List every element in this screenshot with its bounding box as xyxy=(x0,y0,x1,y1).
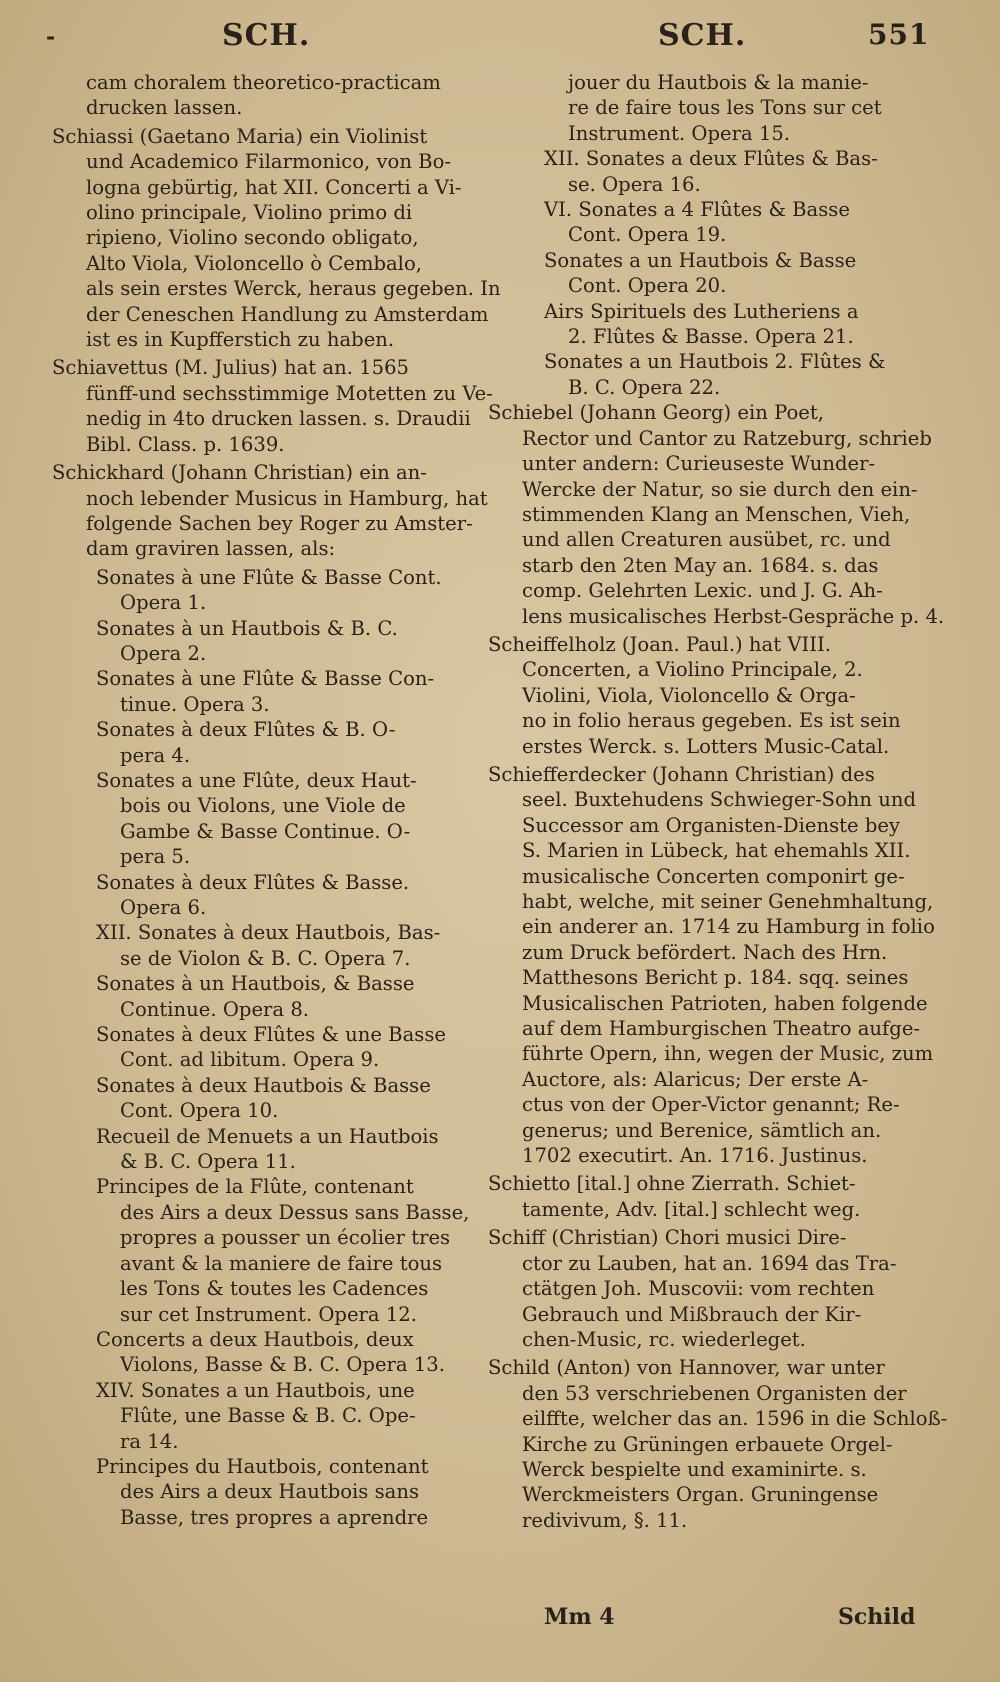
text-line: führte Opern, ihn, wegen der Music, zum xyxy=(522,1042,934,1066)
text-line: Sonates a une Flûte, deux Haut- xyxy=(96,768,417,792)
text-line: olino principale, Violino primo di xyxy=(86,201,413,225)
text-line: pera 4. xyxy=(120,743,191,767)
text-line: propres a pousser un écolier tres xyxy=(120,1226,451,1250)
text-line: stimmenden Klang an Menschen, Vieh, xyxy=(522,502,911,526)
text-line: Sonates a un Hautbois 2. Flûtes & xyxy=(544,350,886,374)
work-listing xyxy=(96,666,460,717)
text-line: Sonates à une Flûte & Basse Cont. xyxy=(96,565,442,589)
work-listing xyxy=(544,299,906,350)
work-listing xyxy=(96,768,460,870)
text-line: Schiassi (Gaetano Maria) ein Violinist xyxy=(52,124,428,148)
text-line: erstes Werck. s. Lotters Music-Catal. xyxy=(522,734,890,758)
text-line: Sonates à un Hautbois & B. C. xyxy=(96,616,398,640)
text-line: sur cet Instrument. Opera 12. xyxy=(120,1302,417,1326)
running-header xyxy=(0,18,1000,58)
dictionary-entry xyxy=(488,1171,906,1222)
text-line: der Ceneschen Handlung zu Amsterdam xyxy=(86,302,489,326)
text-line: unter andern: Curieuseste Wunder- xyxy=(522,452,876,476)
text-line: musicalische Concerten componirt ge- xyxy=(522,864,905,888)
text-line: pera 5. xyxy=(120,845,191,869)
text-line: XIV. Sonates a un Hautbois, une xyxy=(96,1378,415,1402)
text-line: starb den 2ten May an. 1684. s. das xyxy=(522,553,879,577)
right-running-head: SCH. xyxy=(658,18,747,53)
text-line: Cont. Opera 20. xyxy=(568,274,727,298)
text-line: Principes du Hautbois, contenant xyxy=(96,1454,429,1478)
text-line: als sein erstes Werck, heraus gegeben. In xyxy=(86,277,501,301)
work-listing xyxy=(96,1378,460,1454)
work-listing xyxy=(96,971,460,1022)
text-line: dam graviren lassen, als: xyxy=(86,537,336,561)
text-line: folgende Sachen bey Roger zu Amster- xyxy=(86,511,473,535)
work-listing xyxy=(96,1073,460,1124)
text-line: Scheiffelholz (Joan. Paul.) hat VIII. xyxy=(488,632,831,656)
text-line: Schiebel (Johann Georg) ein Poet, xyxy=(488,401,824,425)
work-listing xyxy=(544,70,906,146)
text-line: se de Violon & B. C. Opera 7. xyxy=(120,946,411,970)
dictionary-entry xyxy=(52,460,488,562)
text-line: XII. Sonates à deux Hautbois, Bas- xyxy=(96,921,441,945)
text-line: generus; und Berenice, sämtlich an. xyxy=(522,1118,882,1142)
text-line: cam choralem theoretico-practicam xyxy=(86,71,441,94)
text-line: Opera 6. xyxy=(120,896,207,919)
text-line: drucken lassen. xyxy=(86,96,243,120)
work-listing xyxy=(96,1124,460,1175)
text-line: redivivum, §. 11. xyxy=(522,1508,688,1532)
work-listing xyxy=(96,1327,460,1378)
text-line: Airs Spirituels des Lutheriens a xyxy=(544,299,859,323)
text-line: Matthesons Bericht p. 184. sqq. seines xyxy=(522,966,909,990)
text-line: Recueil de Menuets a un Hautbois xyxy=(96,1124,439,1148)
right-column xyxy=(488,70,948,1536)
text-line: Sonates à un Hautbois, & Basse xyxy=(96,972,415,996)
dictionary-entry xyxy=(488,1225,906,1352)
text-line: ctätgen Joh. Muscovii: vom rechten xyxy=(522,1277,875,1301)
text-line: Bibl. Class. p. 1639. xyxy=(86,432,285,456)
text-line: Flûte, une Basse & B. C. Ope- xyxy=(120,1404,416,1428)
text-line: Schietto [ital.] ohne Zierrath. Schiet- xyxy=(488,1172,856,1196)
text-line: Gambe & Basse Continue. O- xyxy=(120,819,411,843)
text-line: des Airs a deux Dessus sans Basse, xyxy=(120,1200,470,1224)
text-line: ist es in Kupfferstich zu haben. xyxy=(86,328,395,352)
work-listing xyxy=(544,349,906,400)
dictionary-entry xyxy=(488,632,906,759)
dictionary-entry xyxy=(488,1355,948,1533)
work-listing xyxy=(96,717,460,768)
text-line: ripieno, Violino secondo obligato, xyxy=(86,226,419,250)
text-line: Cont. Opera 10. xyxy=(120,1099,279,1123)
text-line: Opera 2. xyxy=(120,641,207,665)
text-line: Instrument. Opera 15. xyxy=(568,121,791,145)
text-line: Wercke der Natur, so sie durch den ein- xyxy=(522,477,918,501)
text-line: jouer du Hautbois & la manie- xyxy=(568,71,869,94)
dictionary-entry xyxy=(52,70,460,121)
page-number: 551 xyxy=(868,18,930,51)
left-column xyxy=(52,70,501,1530)
text-line: VI. Sonates a 4 Flûtes & Basse xyxy=(544,198,850,222)
text-line: Violini, Viola, Violoncello & Orga- xyxy=(522,683,856,707)
text-line: zum Druck befördert. Nach des Hrn. xyxy=(522,940,888,964)
text-line: 2. Flûtes & Basse. Opera 21. xyxy=(568,325,854,349)
work-listing xyxy=(544,146,906,197)
work-listing xyxy=(96,920,460,971)
text-line: comp. Gelehrten Lexic. und J. G. Ah- xyxy=(522,579,883,603)
text-line: ctus von der Oper-Victor genannt; Re- xyxy=(522,1093,900,1117)
text-line: Werckmeisters Organ. Gruningense xyxy=(522,1483,879,1507)
text-line: lens musicalisches Herbst-Gespräche p. 4. xyxy=(522,604,945,628)
left-running-head: SCH. xyxy=(222,18,311,53)
text-line: bois ou Violons, une Viole de xyxy=(120,794,406,818)
dictionary-entry xyxy=(488,400,945,629)
text-line: Sonates à deux Flûtes & B. O- xyxy=(96,718,396,742)
text-line: und allen Creaturen ausübet, rc. und xyxy=(522,528,891,552)
work-listing xyxy=(96,870,460,921)
work-listing xyxy=(96,1022,460,1073)
text-line: fünff-und sechsstimmige Motetten zu Ve- xyxy=(86,381,493,405)
text-line: nedig in 4to drucken lassen. s. Draudii xyxy=(86,407,471,431)
text-line: XII. Sonates a deux Flûtes & Bas- xyxy=(544,147,878,171)
text-line: no in folio heraus gegeben. Es ist sein xyxy=(522,709,901,733)
dictionary-entry xyxy=(52,355,493,457)
text-line: Sonates à deux Flûtes & une Basse xyxy=(96,1023,446,1047)
text-line: Auctore, als: Alaricus; Der erste A- xyxy=(522,1067,869,1091)
text-line: Sonates à une Flûte & Basse Con- xyxy=(96,667,435,691)
text-line: chen-Music, rc. wiederleget. xyxy=(522,1327,806,1351)
header-dash: - xyxy=(46,24,57,50)
text-line: S. Marien in Lübeck, hat ehemahls XII. xyxy=(522,839,911,863)
text-line: Werck bespielte und examinirte. s. xyxy=(522,1457,867,1481)
dictionary-entry xyxy=(488,762,935,1169)
text-line: seel. Buxtehudens Schwieger-Sohn und xyxy=(522,788,917,812)
text-line: Alto Viola, Violoncello ò Cembalo, xyxy=(86,251,422,275)
text-line: Concerts a deux Hautbois, deux xyxy=(96,1327,414,1351)
text-line: se. Opera 16. xyxy=(568,172,701,196)
text-line: re de faire tous les Tons sur cet xyxy=(568,96,882,120)
work-listing xyxy=(96,1174,470,1326)
text-line: den 53 verschriebenen Organisten der xyxy=(522,1381,907,1405)
text-line: habt, welche, mit seiner Genehmhaltung, xyxy=(522,890,934,913)
text-line: Schild (Anton) von Hannover, war unter xyxy=(488,1356,885,1380)
text-line: Rector und Cantor zu Ratzeburg, schrieb xyxy=(522,426,932,450)
text-line: Successor am Organisten-Dienste bey xyxy=(522,813,901,837)
text-line: Sonates a un Hautbois & Basse xyxy=(544,248,857,272)
text-line: tinue. Opera 3. xyxy=(120,692,270,716)
work-listing xyxy=(96,565,460,616)
work-listing xyxy=(544,197,906,248)
text-line: noch lebender Musicus in Hamburg, hat xyxy=(86,486,488,510)
text-line: eilffte, welcher das an. 1596 in die Schloß- xyxy=(522,1407,948,1431)
text-line: ctor zu Lauben, hat an. 1694 das Tra- xyxy=(522,1251,897,1275)
text-line: 1702 executirt. An. 1716. Justinus. xyxy=(522,1144,868,1168)
text-line: Principes de la Flûte, contenant xyxy=(96,1175,414,1199)
work-listing xyxy=(96,616,460,667)
text-line: & B. C. Opera 11. xyxy=(120,1150,296,1174)
text-line: Opera 1. xyxy=(120,591,207,615)
work-listing xyxy=(96,1454,460,1530)
text-line: tamente, Adv. [ital.] schlecht weg. xyxy=(522,1197,861,1221)
text-line: Schiavettus (M. Julius) hat an. 1565 xyxy=(52,356,410,380)
signature-mark: Mm 4 xyxy=(544,1604,615,1630)
text-line: Basse, tres propres a aprendre xyxy=(120,1505,429,1529)
text-line: avant & la maniere de faire tous xyxy=(120,1251,443,1275)
text-line: Gebrauch und Mißbrauch der Kir- xyxy=(522,1302,862,1326)
text-line: Continue. Opera 8. xyxy=(120,997,310,1021)
text-line: les Tons & toutes les Cadences xyxy=(120,1277,429,1301)
text-line: Cont. ad libitum. Opera 9. xyxy=(120,1048,380,1072)
text-line: Schickhard (Johann Christian) ein an- xyxy=(52,461,427,485)
catchword: Schild xyxy=(838,1604,916,1630)
text-line: B. C. Opera 22. xyxy=(568,375,721,399)
dictionary-entry xyxy=(52,124,501,353)
text-line: logna gebürtig, hat XII. Concerti a Vi- xyxy=(86,175,462,199)
text-line: Violons, Basse & B. C. Opera 13. xyxy=(120,1353,445,1377)
text-line: ein anderer an. 1714 zu Hamburg in folio xyxy=(522,915,935,939)
text-line: Musicalischen Patrioten, haben folgende xyxy=(522,991,928,1015)
text-line: Schiefferdecker (Johann Christian) des xyxy=(488,762,875,786)
text-line: Kirche zu Grüningen erbauete Orgel- xyxy=(522,1432,893,1456)
text-line: Sonates à deux Flûtes & Basse. xyxy=(96,870,410,894)
work-listing xyxy=(544,248,906,299)
text-line: auf dem Hamburgischen Theatro aufge- xyxy=(522,1017,921,1041)
text-line: ra 14. xyxy=(120,1429,179,1453)
text-line: Cont. Opera 19. xyxy=(568,223,727,247)
text-line: und Academico Filarmonico, von Bo- xyxy=(86,150,451,174)
text-line: des Airs a deux Hautbois sans xyxy=(120,1480,419,1504)
text-line: Schiff (Christian) Chori musici Dire- xyxy=(488,1226,847,1250)
text-line: Concerten, a Violino Principale, 2. xyxy=(522,658,863,682)
text-line: Sonates à deux Hautbois & Basse xyxy=(96,1073,431,1097)
